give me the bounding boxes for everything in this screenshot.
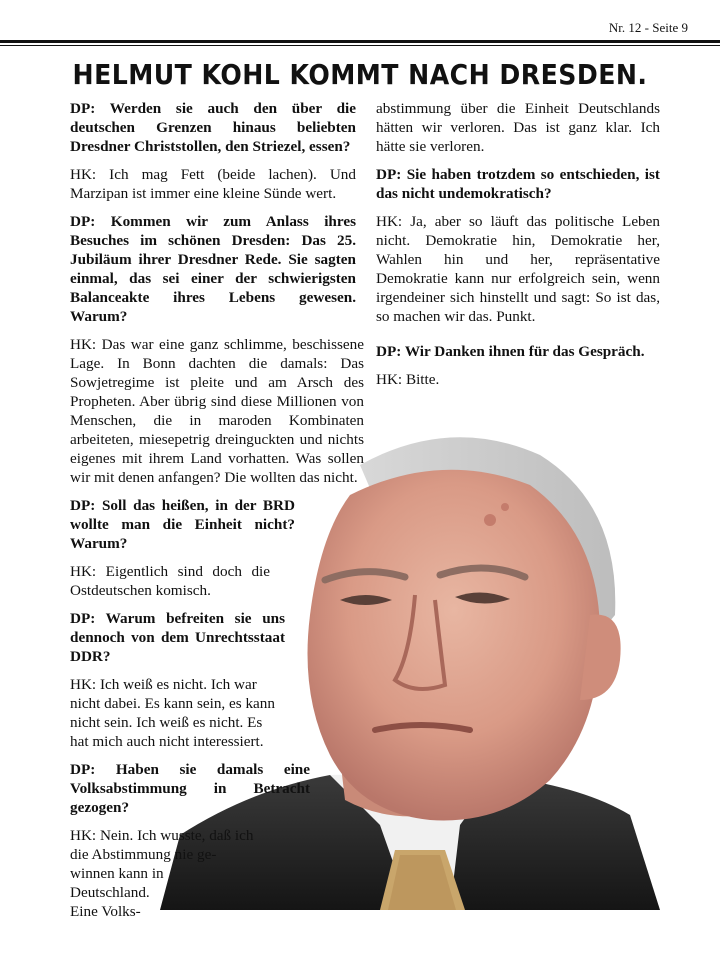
answer-line: HK: Ich weiß es nicht. Ich war bbox=[70, 676, 257, 693]
answer-paragraph: HK: Ja, aber so läuft das politische Leben nicht. Demokratie hin, Demokratie her, Wahlen hin und her, repräsentative Demokratie kann nur erfolgreich sein, wenn irgendeiner sich hinstellt und sagt: So ist das, so machen wir das. Punkt. bbox=[376, 213, 660, 325]
header-rule-thick bbox=[0, 40, 720, 43]
question-paragraph: DP: Werden sie auch den über die deutschen Grenzen hinaus beliebten Dresdner Christstollen, den Striezel, essen? bbox=[70, 100, 356, 155]
right-column bbox=[376, 99, 660, 398]
page-number: Nr. 12 - Seite 9 bbox=[608, 20, 688, 35]
question-paragraph: DP: Wir Danken ihnen für das Gespräch. bbox=[376, 343, 645, 360]
answer-paragraph bbox=[70, 675, 300, 751]
header-rule-thin bbox=[0, 45, 720, 46]
answer-paragraph: abstimmung über die Einheit Deutschlands hätten wir verloren. Das ist ganz klar. Ich hätte sie verloren. bbox=[376, 100, 660, 155]
answer-line: Eine Volks- bbox=[70, 903, 141, 920]
answer-line: die Abstimmung nie ge- bbox=[70, 846, 217, 863]
answer-paragraph bbox=[70, 826, 356, 921]
left-column bbox=[70, 99, 364, 930]
answer-paragraph: HK: Eigentlich sind doch die Ostdeutschen komisch. bbox=[70, 563, 270, 599]
question-paragraph: DP: Warum befreiten sie uns dennoch von dem Unrechtsstaat DDR? bbox=[70, 610, 285, 665]
answer-line: nicht sein. Ich weiß es nicht. Es bbox=[70, 714, 263, 731]
answer-line: HK: Nein. Ich wusste, daß ich bbox=[70, 827, 254, 844]
answer-line: winnen kann in bbox=[70, 865, 164, 882]
answer-paragraph: HK: Das war eine ganz schlimme, beschissene Lage. In Bonn dachten die damals: Das Sowjetregime ist pleite und am Arsch des Propheten. Aber übrig sind diese Millionen von Menschen, die in maroden Kombinaten arbeiteten, miesepetrig dreinguckten und nichts eigenes mit ihrem Land vorhatten. Was sollen wir mit denen anfangen? Die wollten das nicht. bbox=[70, 336, 364, 486]
answer-paragraph: HK: Bitte. bbox=[376, 371, 440, 388]
answer-line: hat mich auch nicht interessiert. bbox=[70, 733, 264, 750]
question-paragraph: DP: Sie haben trotzdem so entschieden, ist das nicht undemokratisch? bbox=[376, 166, 660, 202]
question-paragraph: DP: Haben sie damals eine Volksabstimmung in Betracht gezogen? bbox=[70, 761, 310, 816]
question-paragraph: DP: Soll das heißen, in der BRD wollte man die Einheit nicht? Warum? bbox=[70, 497, 295, 552]
answer-line: Deutschland. bbox=[70, 884, 150, 901]
answer-line: nicht dabei. Es kann sein, es kann bbox=[70, 695, 275, 712]
answer-paragraph: HK: Ich mag Fett (beide lachen). Und Marzipan ist immer eine kleine Sünde wert. bbox=[70, 166, 356, 202]
question-paragraph: DP: Kommen wir zum Anlass ihres Besuches im schönen Dresden: Das 25. Jubiläum ihrer Dresdner Rede. Sie sagten einmal, das sei einer der schwierigsten Balanceakte ihres Lebens gewesen. Warum? bbox=[70, 213, 356, 325]
headline: HELMUT KOHL KOMMT NACH DRESDEN. bbox=[72, 58, 648, 91]
